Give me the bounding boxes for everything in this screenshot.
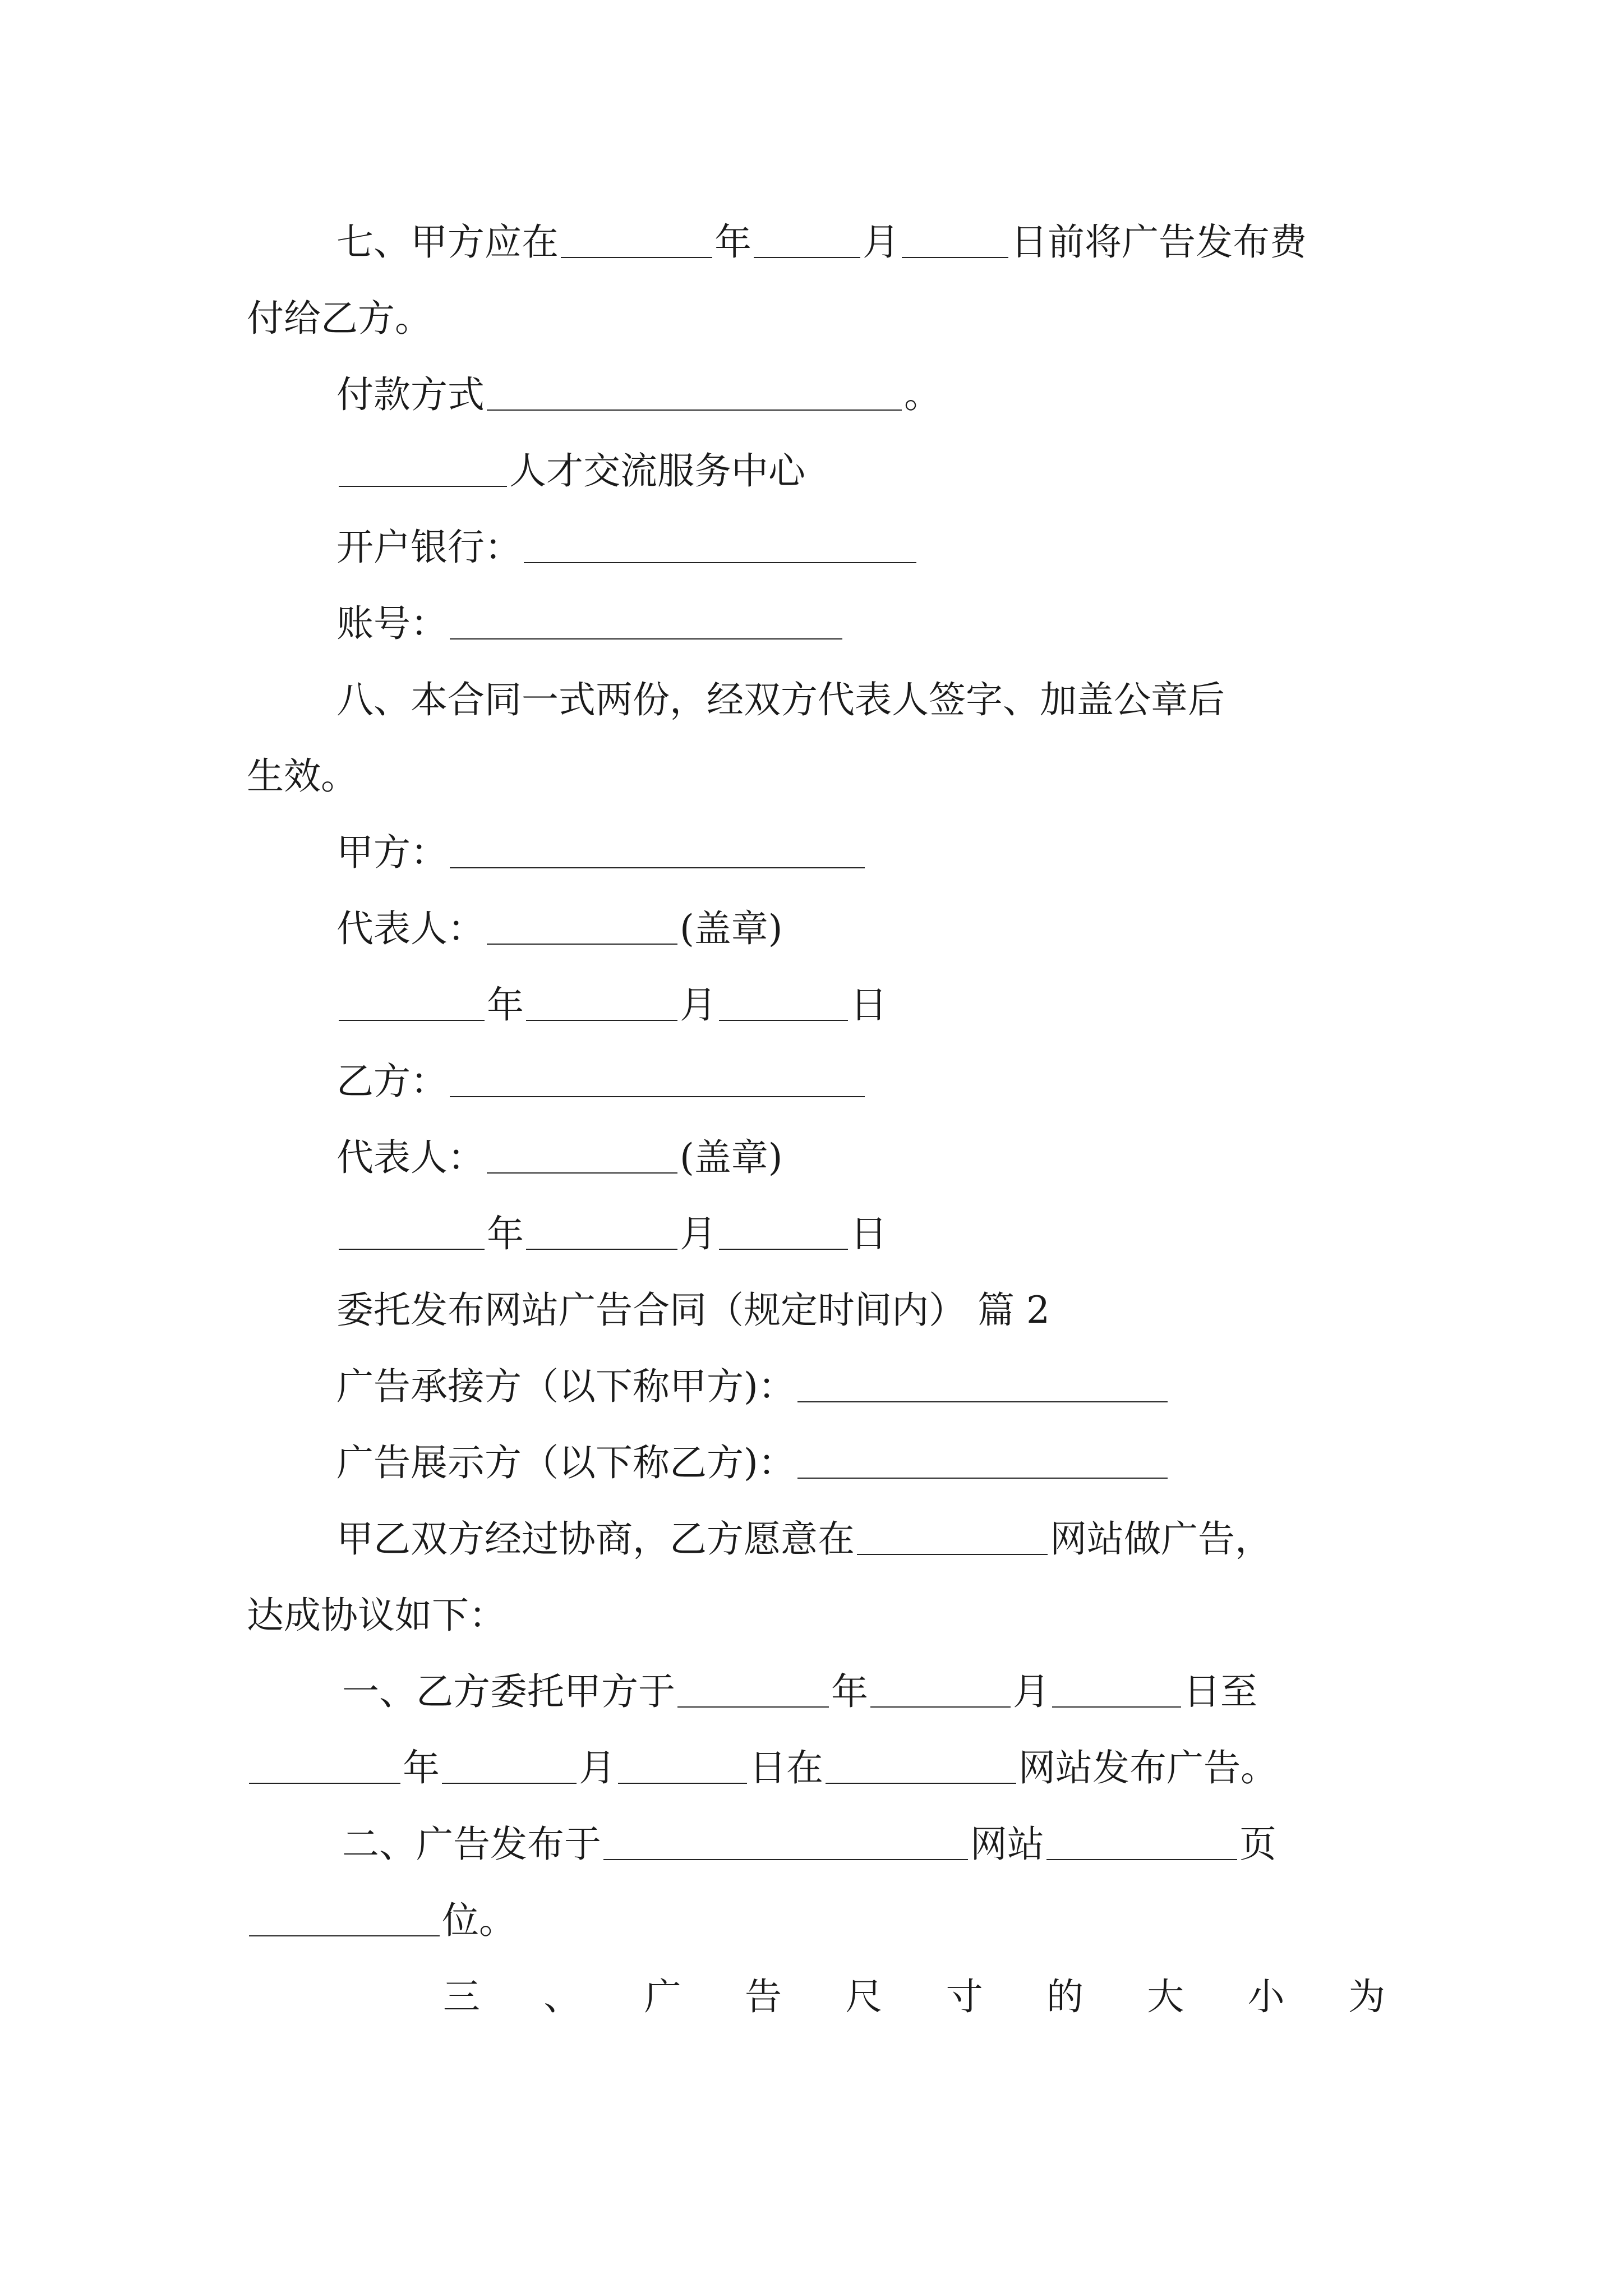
- blank-month[interactable]: [442, 1751, 577, 1784]
- char: 的: [1046, 1975, 1083, 2018]
- text: 甲方：: [336, 831, 448, 874]
- party-a-line: [336, 830, 867, 875]
- party-b-date-line: [336, 1212, 887, 1257]
- blank-website[interactable]: [826, 1751, 1016, 1784]
- payment-method-line: [336, 372, 941, 417]
- text: 年: [403, 1746, 440, 1789]
- text: 月: [1013, 1670, 1050, 1713]
- text: 月: [579, 1746, 616, 1789]
- text: 委托发布网站广告合同（规定时间内） 篇 2: [336, 1289, 1050, 1332]
- char: 尺: [845, 1975, 883, 2018]
- blank-party-b[interactable]: [450, 1065, 865, 1097]
- text: 日: [850, 983, 887, 1027]
- char: 寸: [946, 1975, 983, 2018]
- text: 。: [904, 373, 941, 416]
- clause-8-line-1: [336, 678, 1225, 723]
- blank-day[interactable]: [618, 1751, 747, 1784]
- text: 网站发布广告。: [1018, 1746, 1278, 1789]
- text: 代表人：: [336, 907, 485, 950]
- blank-contractor[interactable]: [797, 1370, 1168, 1402]
- party-a-representative-line: [336, 907, 783, 951]
- text: 广告承接方（以下称甲方)：: [336, 1365, 795, 1408]
- text: 日至: [1183, 1670, 1257, 1713]
- clause-7-line-1: [336, 220, 1307, 265]
- blank-day[interactable]: [719, 988, 848, 1021]
- clause-7-line-2: [247, 296, 432, 341]
- blank-representative-b[interactable]: [487, 1141, 677, 1174]
- blank-year[interactable]: [677, 1675, 829, 1708]
- blank-day[interactable]: [719, 1217, 848, 1250]
- text: 页: [1239, 1823, 1276, 1866]
- text: 日在: [749, 1746, 823, 1789]
- agreement-line-2: [247, 1593, 506, 1638]
- account-line: [336, 601, 845, 646]
- blank-month[interactable]: [526, 988, 677, 1021]
- text: 付款方式: [336, 373, 485, 416]
- text: 年: [487, 1212, 524, 1255]
- blank-account[interactable]: [450, 607, 842, 639]
- text: 广告展示方（以下称乙方)：: [336, 1441, 795, 1484]
- text: 生效。: [247, 754, 358, 798]
- text: 位。: [442, 1899, 516, 1942]
- text: (盖章): [680, 907, 783, 950]
- blank-advertiser[interactable]: [797, 1446, 1168, 1479]
- blank-year[interactable]: [339, 988, 485, 1021]
- blank-month[interactable]: [526, 1217, 677, 1250]
- party-b-line: [336, 1059, 867, 1104]
- text: 账号：: [336, 602, 448, 645]
- text: 网站: [970, 1823, 1044, 1866]
- clause-2-line-2: [247, 1898, 516, 1943]
- char: 三: [443, 1975, 480, 2018]
- text: 月: [680, 983, 717, 1027]
- blank-representative-a[interactable]: [487, 912, 677, 945]
- char: 、: [543, 1975, 581, 2018]
- service-center-line: [336, 449, 805, 494]
- text: 网站做广告，: [1050, 1517, 1272, 1561]
- blank-position[interactable]: [249, 1904, 440, 1936]
- text: 年: [831, 1670, 868, 1713]
- char: 广: [644, 1975, 681, 2018]
- blank-day[interactable]: [1052, 1675, 1181, 1708]
- text: 七、甲方应在: [336, 220, 559, 264]
- blank-year[interactable]: [561, 226, 712, 258]
- bank-line: [336, 525, 919, 570]
- blank-center-name[interactable]: [339, 454, 507, 487]
- advertiser-line: [336, 1441, 1170, 1485]
- char: 小: [1247, 1975, 1285, 2018]
- blank-month[interactable]: [870, 1675, 1011, 1708]
- clause-1-line-1: [342, 1669, 1257, 1714]
- text: 乙方：: [336, 1060, 448, 1103]
- party-b-representative-line: [336, 1135, 783, 1180]
- text: 达成协议如下：: [247, 1594, 506, 1637]
- blank-bank[interactable]: [524, 531, 916, 563]
- clause-2-line-1: [342, 1822, 1276, 1867]
- clause-3-line-1: [443, 1975, 1385, 2019]
- clause-8-line-2: [247, 754, 358, 799]
- text: (盖章): [680, 1136, 783, 1179]
- text: 人才交流服务中心: [509, 449, 805, 493]
- blank-day[interactable]: [902, 226, 1008, 258]
- text: 年: [487, 983, 524, 1027]
- contractor-line: [336, 1364, 1170, 1409]
- text: 甲乙双方经过协商，乙方愿意在: [336, 1517, 855, 1561]
- blank-payment-method[interactable]: [487, 378, 902, 411]
- char: 为: [1348, 1975, 1385, 2018]
- text: 二、广告发布于: [342, 1823, 601, 1866]
- text: 八、本合同一式两份，经双方代表人签字、加盖公章后: [336, 678, 1225, 721]
- char: 大: [1147, 1975, 1184, 2018]
- text: 日: [850, 1212, 887, 1255]
- text: 一、乙方委托甲方于: [342, 1670, 675, 1713]
- char: 告: [744, 1975, 782, 2018]
- blank-website[interactable]: [603, 1828, 968, 1860]
- section-2-title: [336, 1288, 1050, 1333]
- blank-website[interactable]: [857, 1522, 1048, 1555]
- text: 日前将广告发布费: [1011, 220, 1307, 264]
- text: 年: [714, 220, 751, 264]
- text: 付给乙方。: [247, 297, 432, 340]
- clause-1-line-2: [247, 1746, 1278, 1791]
- blank-year[interactable]: [339, 1217, 485, 1250]
- agreement-line-1: [336, 1517, 1272, 1562]
- text: 月: [680, 1212, 717, 1255]
- blank-page[interactable]: [1046, 1828, 1237, 1860]
- blank-month[interactable]: [754, 226, 860, 258]
- text: 开户银行：: [336, 526, 522, 569]
- blank-party-a[interactable]: [450, 836, 865, 868]
- party-a-date-line: [336, 983, 887, 1028]
- text: 代表人：: [336, 1136, 485, 1179]
- text: 月: [863, 220, 900, 264]
- blank-year[interactable]: [249, 1751, 400, 1784]
